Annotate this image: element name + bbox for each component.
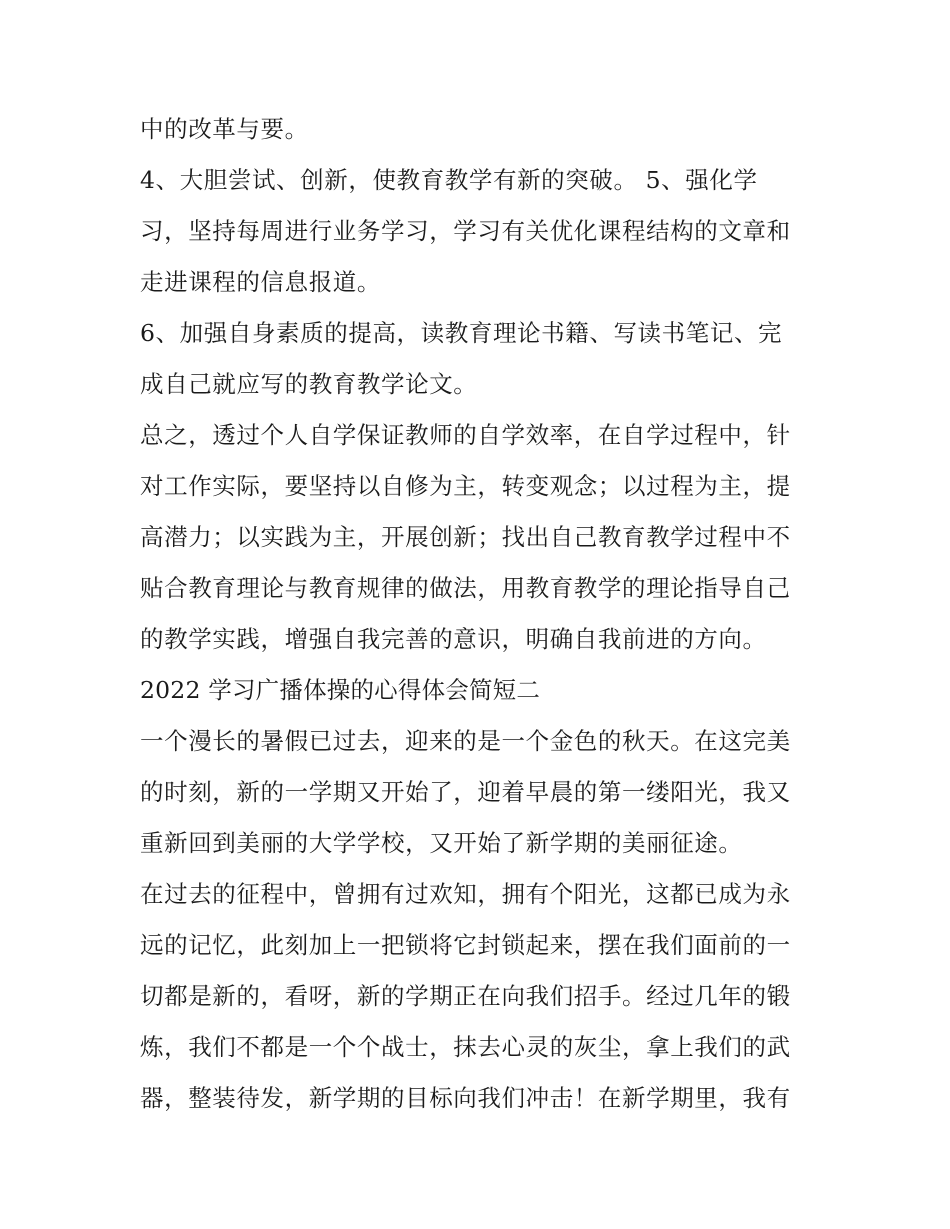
text-line: 切都是新的，看呀，新的学期正在向我们招手。经过几年的锻 xyxy=(140,982,791,1010)
text-line: 的时刻，新的一学期又开始了，迎着早晨的第一缕阳光，我又 xyxy=(140,778,791,806)
text-line: 总之，透过个人自学保证教师的自学效率，在自学过程中，针 xyxy=(140,421,791,449)
text-line: 远的记忆，此刻加上一把锁将它封锁起来，摆在我们面前的一 xyxy=(140,931,791,959)
text-line: 器，整装待发，新学期的目标向我们冲击！在新学期里，我有 xyxy=(140,1084,791,1112)
text-line: 炼，我们不都是一个个战士，抹去心灵的灰尘，拿上我们的武 xyxy=(140,1033,791,1061)
text-line: 一个漫长的暑假已过去，迎来的是一个金色的秋天。在这完美 xyxy=(140,727,791,755)
text-line: 重新回到美丽的大学学校，又开始了新学期的美丽征途。 xyxy=(140,829,743,857)
section-heading: 2022 学习广播体操的心得体会简短二 xyxy=(140,676,541,704)
text-line: 在过去的征程中，曾拥有过欢知，拥有个阳光，这都已成为永 xyxy=(140,880,791,908)
text-line: 习，坚持每周进行业务学习，学习有关优化课程结构的文章和 xyxy=(140,217,791,245)
text-line: 贴合教育理论与教育规律的做法，用教育教学的理论指导自己 xyxy=(140,574,791,602)
text-line: 中的改革与要。 xyxy=(140,115,309,143)
text-line: 的教学实践，增强自我完善的意识，明确自我前进的方向。 xyxy=(140,625,767,653)
text-line: 成自己就应写的教育教学论文。 xyxy=(140,370,478,398)
text-line: 高潜力；以实践为主，开展创新；找出自己教育教学过程中不 xyxy=(140,523,791,551)
text-line: 对工作实际，要坚持以自修为主，转变观念；以过程为主，提 xyxy=(140,472,791,500)
text-line: 4、大胆尝试、创新，使教育教学有新的突破。 5、强化学 xyxy=(140,166,758,194)
text-line: 走进课程的信息报道。 xyxy=(140,268,381,296)
text-line: 6、加强自身素质的提高，读教育理论书籍、写读书笔记、完 xyxy=(140,319,783,347)
document-body xyxy=(140,104,820,1124)
